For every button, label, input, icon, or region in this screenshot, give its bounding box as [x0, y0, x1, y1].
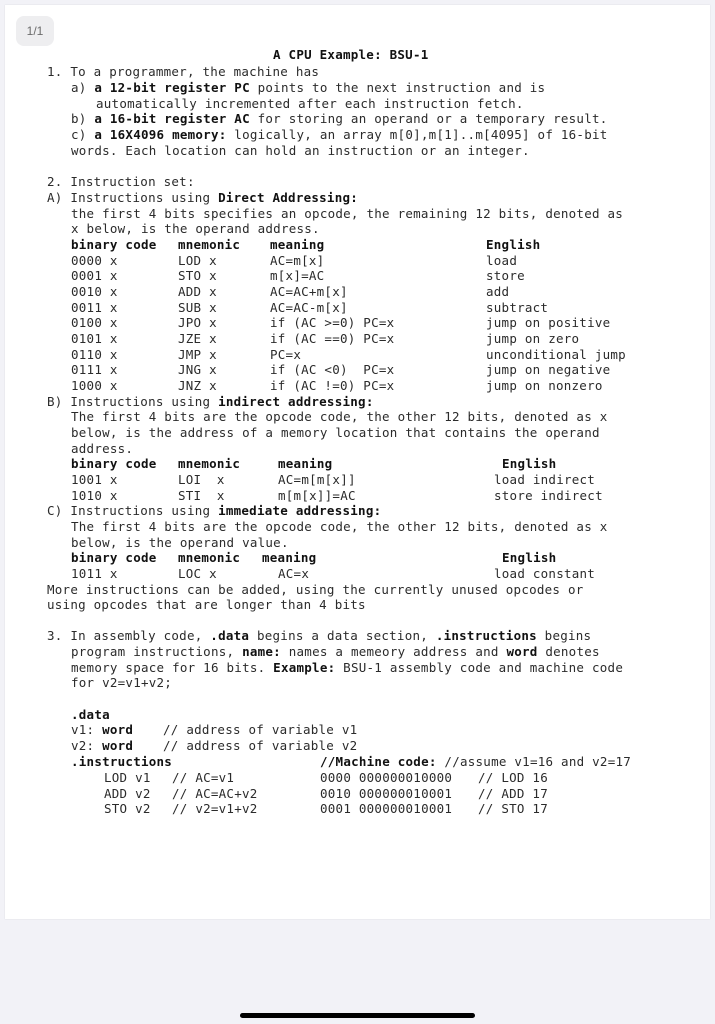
- col-header-english: English: [502, 550, 557, 565]
- table-cell-meaning: AC=x: [278, 566, 310, 581]
- col-header-mnemonic: mnemonic: [178, 550, 241, 565]
- asm-line: ADD v2: [104, 786, 151, 801]
- asm-line: STO v2: [104, 801, 151, 816]
- table-cell-english: store: [486, 268, 525, 283]
- more-instructions-note: using opcodes that are longer than 4 bits: [47, 597, 366, 612]
- section-3-text: 3. In assembly code, .data begins a data section, .instructions begins: [47, 628, 592, 643]
- table-cell-meaning: AC=AC-m[x]: [270, 300, 348, 315]
- table-cell-english: load: [486, 253, 518, 268]
- table-cell-mnemonic: LOC x: [178, 566, 217, 581]
- section-2b-desc: The first 4 bits are the opcode code, the other 12 bits, denoted as x: [71, 409, 608, 424]
- table-cell-english: jump on nonzero: [486, 378, 603, 393]
- col-header-binary: binary code: [71, 550, 157, 565]
- asm-line: LOD v1: [104, 770, 151, 785]
- asm-comment: // AC=v1: [172, 770, 235, 785]
- section-2b-desc: address.: [71, 441, 134, 456]
- item-1a: a) a 12-bit register PC points to the next instruction and is: [71, 80, 546, 95]
- table-cell-meaning: if (AC ==0) PC=x: [270, 331, 395, 346]
- table-cell-binary: 0101 x: [71, 331, 118, 346]
- table-cell-meaning: if (AC >=0) PC=x: [270, 315, 395, 330]
- section-2c-heading: C) Instructions using immediate addressing:: [47, 503, 382, 518]
- table-cell-binary: 0100 x: [71, 315, 118, 330]
- table-cell-meaning: if (AC <0) PC=x: [270, 362, 395, 377]
- item-1c: c) a 16X4096 memory: logically, an array m[0],m[1]..m[4095] of 16-bit: [71, 127, 608, 142]
- section-2b-heading: B) Instructions using indirect addressing:: [47, 394, 374, 409]
- table-cell-mnemonic: LOI x: [178, 472, 225, 487]
- v1-comment: // address of variable v1: [163, 722, 358, 737]
- machine-code: 0010 000000010001: [320, 786, 453, 801]
- col-header-mnemonic: mnemonic: [178, 456, 241, 471]
- section-2c-desc: The first 4 bits are the opcode code, the other 12 bits, denoted as x: [71, 519, 608, 534]
- document-title: A CPU Example: BSU-1: [273, 47, 429, 62]
- table-cell-mnemonic: JMP x: [178, 347, 217, 362]
- v2-comment: // address of variable v2: [163, 738, 358, 753]
- table-cell-meaning: AC=m[x]: [270, 253, 325, 268]
- table-cell-meaning: m[x]=AC: [270, 268, 325, 283]
- table-cell-binary: 1011 x: [71, 566, 118, 581]
- table-cell-english: unconditional jump: [486, 347, 626, 362]
- machine-comment: // LOD 16: [478, 770, 548, 785]
- table-cell-mnemonic: JZE x: [178, 331, 217, 346]
- data-directive: .data: [71, 707, 110, 722]
- table-cell-binary: 0000 x: [71, 253, 118, 268]
- table-cell-english: store indirect: [494, 488, 603, 503]
- table-cell-binary: 0010 x: [71, 284, 118, 299]
- section-2-heading: 2. Instruction set:: [47, 174, 195, 189]
- table-cell-meaning: PC=x: [270, 347, 302, 362]
- col-header-english: English: [486, 237, 541, 252]
- table-cell-mnemonic: JNG x: [178, 362, 217, 377]
- table-cell-binary: 0110 x: [71, 347, 118, 362]
- section-2a-desc: x below, is the operand address.: [71, 221, 320, 236]
- home-indicator[interactable]: [240, 1013, 475, 1018]
- section-3-text: for v2=v1+v2;: [71, 675, 173, 690]
- table-cell-binary: 0011 x: [71, 300, 118, 315]
- table-cell-mnemonic: SUB x: [178, 300, 217, 315]
- table-cell-english: load indirect: [494, 472, 596, 487]
- table-cell-mnemonic: STO x: [178, 268, 217, 283]
- section-3-text: memory space for 16 bits. Example: BSU-1 assembly code and machine code: [71, 660, 624, 675]
- table-cell-binary: 0111 x: [71, 362, 118, 377]
- machine-code: 0000 000000010000: [320, 770, 453, 785]
- section-2a-desc: the first 4 bits specifies an opcode, the remaining 12 bits, denoted as: [71, 206, 624, 221]
- page-indicator: 1/1: [16, 16, 54, 46]
- section-3-text: program instructions, name: names a memeory address and word denotes: [71, 644, 600, 659]
- col-header-meaning: meaning: [278, 456, 333, 471]
- v1-declaration: v1: word: [71, 722, 134, 737]
- col-header-english: English: [502, 456, 557, 471]
- item-1b: b) a 16-bit register AC for storing an operand or a temporary result.: [71, 111, 608, 126]
- table-cell-binary: 1010 x: [71, 488, 118, 503]
- table-cell-english: subtract: [486, 300, 549, 315]
- instructions-directive: .instructions: [71, 754, 173, 769]
- table-cell-english: load constant: [494, 566, 596, 581]
- more-instructions-note: More instructions can be added, using the currently unused opcodes or: [47, 582, 584, 597]
- col-header-meaning: meaning: [262, 550, 317, 565]
- table-cell-mnemonic: ADD x: [178, 284, 217, 299]
- col-header-mnemonic: mnemonic: [178, 237, 241, 252]
- machine-comment: // STO 17: [478, 801, 548, 816]
- section-2c-desc: below, is the operand value.: [71, 535, 289, 550]
- table-cell-meaning: AC=m[m[x]]: [278, 472, 356, 487]
- col-header-binary: binary code: [71, 456, 157, 471]
- asm-comment: // v2=v1+v2: [172, 801, 258, 816]
- item-1a-cont: automatically incremented after each instruction fetch.: [96, 96, 524, 111]
- machine-code-header: //Machine code: //assume v1=16 and v2=17: [320, 754, 632, 769]
- machine-code: 0001 000000010001: [320, 801, 453, 816]
- table-cell-english: jump on negative: [486, 362, 611, 377]
- table-cell-mnemonic: LOD x: [178, 253, 217, 268]
- table-cell-binary: 1000 x: [71, 378, 118, 393]
- table-cell-meaning: if (AC !=0) PC=x: [270, 378, 395, 393]
- table-cell-mnemonic: JNZ x: [178, 378, 217, 393]
- table-cell-binary: 1001 x: [71, 472, 118, 487]
- machine-comment: // ADD 17: [478, 786, 548, 801]
- col-header-binary: binary code: [71, 237, 157, 252]
- table-cell-mnemonic: STI x: [178, 488, 225, 503]
- table-cell-meaning: m[m[x]]=AC: [278, 488, 356, 503]
- table-cell-english: add: [486, 284, 510, 299]
- table-cell-binary: 0001 x: [71, 268, 118, 283]
- asm-comment: // AC=AC+v2: [172, 786, 258, 801]
- v2-declaration: v2: word: [71, 738, 134, 753]
- section-2b-desc: below, is the address of a memory location that contains the operand: [71, 425, 600, 440]
- table-cell-english: jump on zero: [486, 331, 580, 346]
- table-cell-meaning: AC=AC+m[x]: [270, 284, 348, 299]
- col-header-meaning: meaning: [270, 237, 325, 252]
- table-cell-mnemonic: JPO x: [178, 315, 217, 330]
- table-cell-english: jump on positive: [486, 315, 611, 330]
- section-1-intro: 1. To a programmer, the machine has: [47, 64, 320, 79]
- item-1c-cont: words. Each location can hold an instruction or an integer.: [71, 143, 530, 158]
- section-2a-heading: A) Instructions using Direct Addressing:: [47, 190, 359, 205]
